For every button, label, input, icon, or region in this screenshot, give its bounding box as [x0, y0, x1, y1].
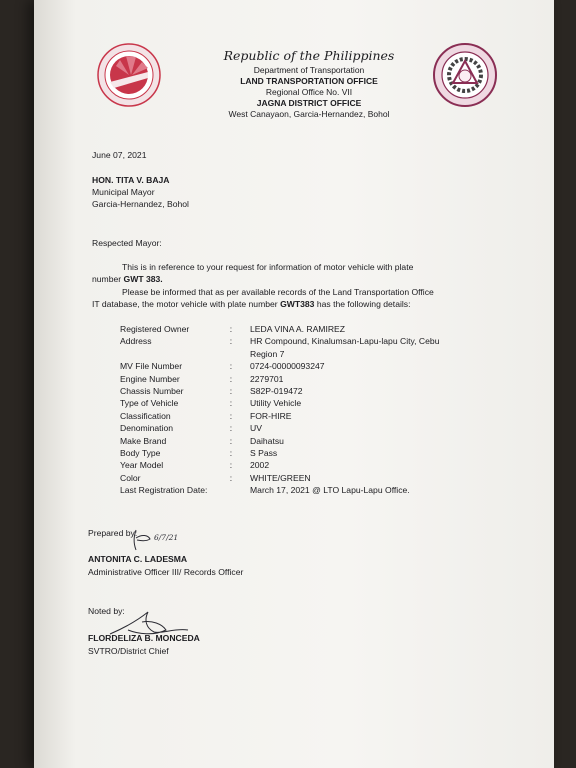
detail-separator: : — [229, 435, 233, 446]
detail-value: Utility Vehicle — [250, 398, 302, 409]
letter-date: June 07, 2021 — [92, 150, 147, 160]
p1-prefix: number — [92, 274, 124, 285]
detail-separator: : — [229, 373, 233, 384]
letterhead-republic: Republic of the Philippines — [223, 48, 395, 63]
plate-number-db: GWT383 — [280, 299, 315, 310]
detail-value: HR Compound, Kinalumsan-Lapu-lapu City, Cebu — [250, 336, 440, 347]
detail-label: Type of Vehicle — [120, 398, 179, 409]
detail-row — [120, 373, 480, 385]
detail-value: S Pass — [250, 447, 278, 458]
detail-label: Body Type — [120, 447, 161, 458]
p2-prefix: IT database, the motor vehicle with plate number — [92, 299, 281, 310]
noted-by-label: Noted by: — [88, 606, 125, 616]
detail-label: Classification — [120, 410, 171, 421]
paragraph-2 — [92, 286, 502, 311]
paragraph-2-line-2 — [92, 298, 502, 310]
detail-separator: : — [229, 410, 233, 421]
noter-position: SVTRO/District Chief — [88, 646, 169, 656]
detail-label: MV File Number — [120, 361, 183, 372]
detail-separator: : — [229, 460, 233, 471]
recipient-title: Municipal Mayor — [92, 187, 155, 197]
detail-value: FOR-HIRE — [250, 410, 292, 421]
detail-value: Daihatsu — [250, 435, 284, 446]
preparer-name: ANTONITA C. LADESMA — [88, 554, 188, 564]
detail-value: March 17, 2021 @ LTO Lapu-Lapu Office. — [250, 485, 410, 496]
detail-label: Engine Number — [120, 373, 180, 384]
letterhead-address: West Canayaon, Garcia-Hernandez, Bohol — [228, 109, 390, 119]
detail-separator: : — [229, 423, 233, 434]
vehicle-details-table — [120, 323, 480, 496]
detail-row — [120, 472, 480, 484]
detail-label: Year Model — [120, 460, 164, 471]
p2-suffix: has the following details: — [314, 299, 411, 310]
recipient-place: Garcia-Hernandez, Bohol — [92, 199, 189, 209]
letterhead-region: Regional Office No. VII — [265, 87, 353, 97]
detail-row — [120, 447, 480, 459]
recipient-name: HON. TITA V. BAJA — [92, 175, 170, 185]
detail-separator: : — [229, 361, 233, 372]
prepared-by-label: Prepared by: — [88, 528, 138, 538]
detail-label: Chassis Number — [120, 385, 184, 396]
detail-row — [120, 435, 480, 447]
paragraph-1-line-2 — [92, 273, 492, 285]
detail-separator: : — [229, 324, 233, 334]
detail-row — [120, 335, 480, 347]
paragraph-1 — [92, 261, 492, 286]
detail-row — [120, 484, 480, 496]
detail-value: 2279701 — [250, 373, 284, 384]
detail-value: LEDA VINA A. RAMIREZ — [250, 324, 346, 334]
detail-label: Color — [120, 472, 141, 483]
detail-row — [120, 348, 480, 360]
detail-row — [120, 410, 480, 422]
noter-name: FLORDELIZA B. MONCEDA — [88, 633, 200, 643]
detail-value: Region 7 — [250, 348, 285, 359]
detail-label: Last Registration Date: — [120, 485, 208, 496]
dotr-seal-logo — [96, 42, 162, 108]
detail-separator: : — [229, 398, 233, 409]
detail-row — [120, 459, 480, 471]
salutation: Respected Mayor: — [92, 238, 162, 248]
detail-row — [120, 323, 480, 335]
detail-separator: : — [229, 385, 233, 396]
detail-value: UV — [250, 423, 262, 434]
letterhead-district: JAGNA DISTRICT OFFICE — [256, 98, 362, 108]
detail-row — [120, 360, 480, 372]
detail-row — [120, 422, 480, 434]
letterhead-office: LAND TRANSPORTATION OFFICE — [240, 76, 378, 86]
plate-number: GWT 383. — [123, 274, 163, 285]
noter-signature-icon — [104, 608, 194, 642]
detail-value: S82P-019472 — [250, 385, 303, 396]
detail-label — [120, 348, 212, 360]
detail-row — [120, 397, 480, 409]
detail-label: Address — [120, 336, 152, 347]
letterhead — [179, 48, 439, 120]
detail-value: 2002 — [250, 460, 270, 471]
letter-page — [34, 0, 554, 768]
detail-separator — [212, 348, 250, 360]
detail-value: WHITE/GREEN — [250, 472, 311, 483]
detail-value: 0724-00000093247 — [250, 361, 325, 372]
detail-label: Registered Owner — [120, 324, 190, 334]
lto-seal-logo — [432, 42, 498, 108]
handwritten-date: 6/7/21 — [154, 533, 179, 542]
paragraph-1-line-1: This is in reference to your request for information of motor vehicle with plate — [122, 262, 414, 272]
detail-separator: : — [229, 447, 233, 458]
letterhead-department: Department of Transportation — [253, 65, 365, 75]
detail-label: Denomination — [120, 423, 174, 434]
preparer-position: Administrative Officer III/ Records Officer — [88, 567, 244, 577]
detail-separator: : — [229, 472, 233, 483]
detail-separator: : — [229, 336, 233, 347]
detail-row — [120, 385, 480, 397]
paragraph-2-line-1: Please be informed that as per available records of the Land Transportation Office — [122, 287, 434, 297]
detail-label: Make Brand — [120, 435, 167, 446]
